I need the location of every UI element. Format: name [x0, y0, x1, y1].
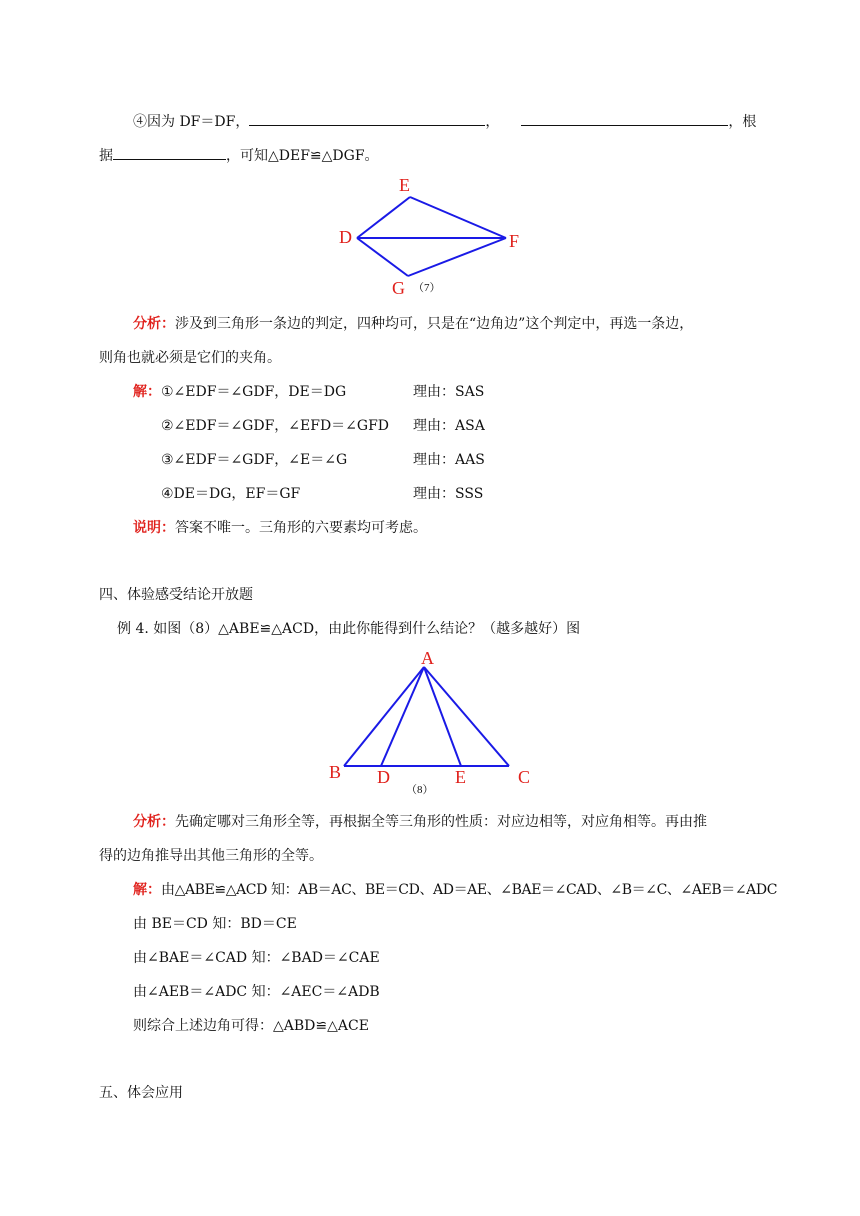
figure-8: [320, 640, 550, 800]
solution1-label: 解：: [133, 384, 161, 400]
analysis1-line2: 则角也就必须是它们的夹角。: [99, 350, 281, 366]
solution1-row-reason: 理由：SSS: [413, 486, 484, 502]
solution2-line3: 由∠BAE＝∠CAD 知：∠BAD＝∠CAE: [133, 950, 380, 966]
section4-title: 四、体验感受结论开放题: [99, 587, 253, 603]
solution-label: 解：: [133, 882, 161, 898]
solution2-text1: 由△ABE≌△ACD 知：AB＝AC、BE＝CD、AD＝AE、∠BAE＝∠CAD、∠B＝∠C、∠AEB＝∠ADC: [161, 882, 778, 898]
q4-prefix: ④因为 DF＝DF，: [133, 114, 250, 130]
fig8-edge-ad: [381, 667, 424, 766]
solution1-row-reason: 理由：SAS: [413, 384, 485, 400]
section5-title: 五、体会应用: [99, 1085, 183, 1101]
fig8-edge-ac: [424, 667, 509, 766]
blank-1[interactable]: [249, 111, 485, 126]
solution2-line5: 则综合上述边角可得：△ABD≌△ACE: [133, 1018, 369, 1034]
fig8-caption: （8）: [406, 784, 434, 796]
fig7-label-g: G: [392, 278, 405, 298]
fig7-edge-ef: [410, 197, 506, 238]
fig8-edge-ae: [424, 667, 461, 766]
fig8-edge-ab: [344, 667, 424, 766]
q4-line1: [133, 111, 756, 131]
solution1-row-reason: 理由：ASA: [413, 418, 485, 434]
note-label: 说明：: [133, 520, 175, 536]
fig7-edge-dg: [357, 238, 408, 276]
solution1-row-cond: ④DE＝DG，EF＝GF: [161, 486, 301, 502]
figure-7: [330, 170, 530, 300]
solution1-row-reason: 理由：AAS: [413, 452, 485, 468]
fig7-edge-gf: [408, 238, 506, 276]
q4-line2-prefix: 据: [99, 148, 113, 164]
solution2-line2: 由 BE＝CD 知：BD＝CE: [133, 916, 297, 932]
solution2-line4: 由∠AEB＝∠ADC 知：∠AEC＝∠ADB: [133, 984, 380, 1000]
fig7-edge-ed: [357, 197, 410, 238]
solution1-row-cond: ③∠EDF＝∠GDF，∠E＝∠G: [161, 452, 348, 468]
fig8-label-c: C: [518, 767, 531, 787]
q4-sep1: ，: [485, 114, 500, 130]
solution1-row-cond: ②∠EDF＝∠GDF，∠EFD＝∠GFD: [161, 418, 390, 434]
analysis2-line1: [133, 811, 707, 831]
example4-text: 例 4. 如图（8）△ABE≌△ACD，由此你能得到什么结论？（越多越好）图: [117, 621, 581, 637]
analysis2-text1: 先确定哪对三角形全等，再根据全等三角形的性质：对应边相等，对应角相等。再由推: [175, 814, 707, 830]
fig7-label-e: E: [399, 175, 410, 195]
fig8-label-a: A: [421, 648, 434, 668]
analysis-label: 分析：: [133, 814, 175, 830]
blank-3[interactable]: [113, 145, 226, 160]
fig8-label-b: B: [329, 762, 342, 782]
fig8-label-e: E: [455, 767, 466, 787]
fig7-label-d: D: [339, 227, 352, 247]
note1: [133, 517, 427, 537]
q4-sep2: ，根: [728, 114, 757, 130]
q4-line2-suffix: ，可知△DEF≌△DGF。: [226, 148, 379, 164]
blank-2[interactable]: [521, 111, 728, 126]
analysis-label: 分析：: [133, 316, 175, 332]
fig8-label-d: D: [377, 767, 390, 787]
analysis1-line1: [133, 313, 693, 333]
solution2-line1: [133, 879, 777, 899]
fig7-label-f: F: [509, 231, 520, 251]
analysis2-line2: 得的边角推导出其他三角形的全等。: [99, 848, 323, 864]
fig7-caption: （7）: [413, 282, 441, 294]
analysis1-text1: 涉及到三角形一条边的判定，四种均可，只是在“边角边”这个判定中，再选一条边，: [175, 316, 694, 332]
q4-line2: [99, 145, 379, 165]
solution1-row-cond: ①∠EDF＝∠GDF，DE＝DG: [161, 384, 347, 400]
note-text: 答案不唯一。三角形的六要素均可考虑。: [175, 520, 427, 536]
